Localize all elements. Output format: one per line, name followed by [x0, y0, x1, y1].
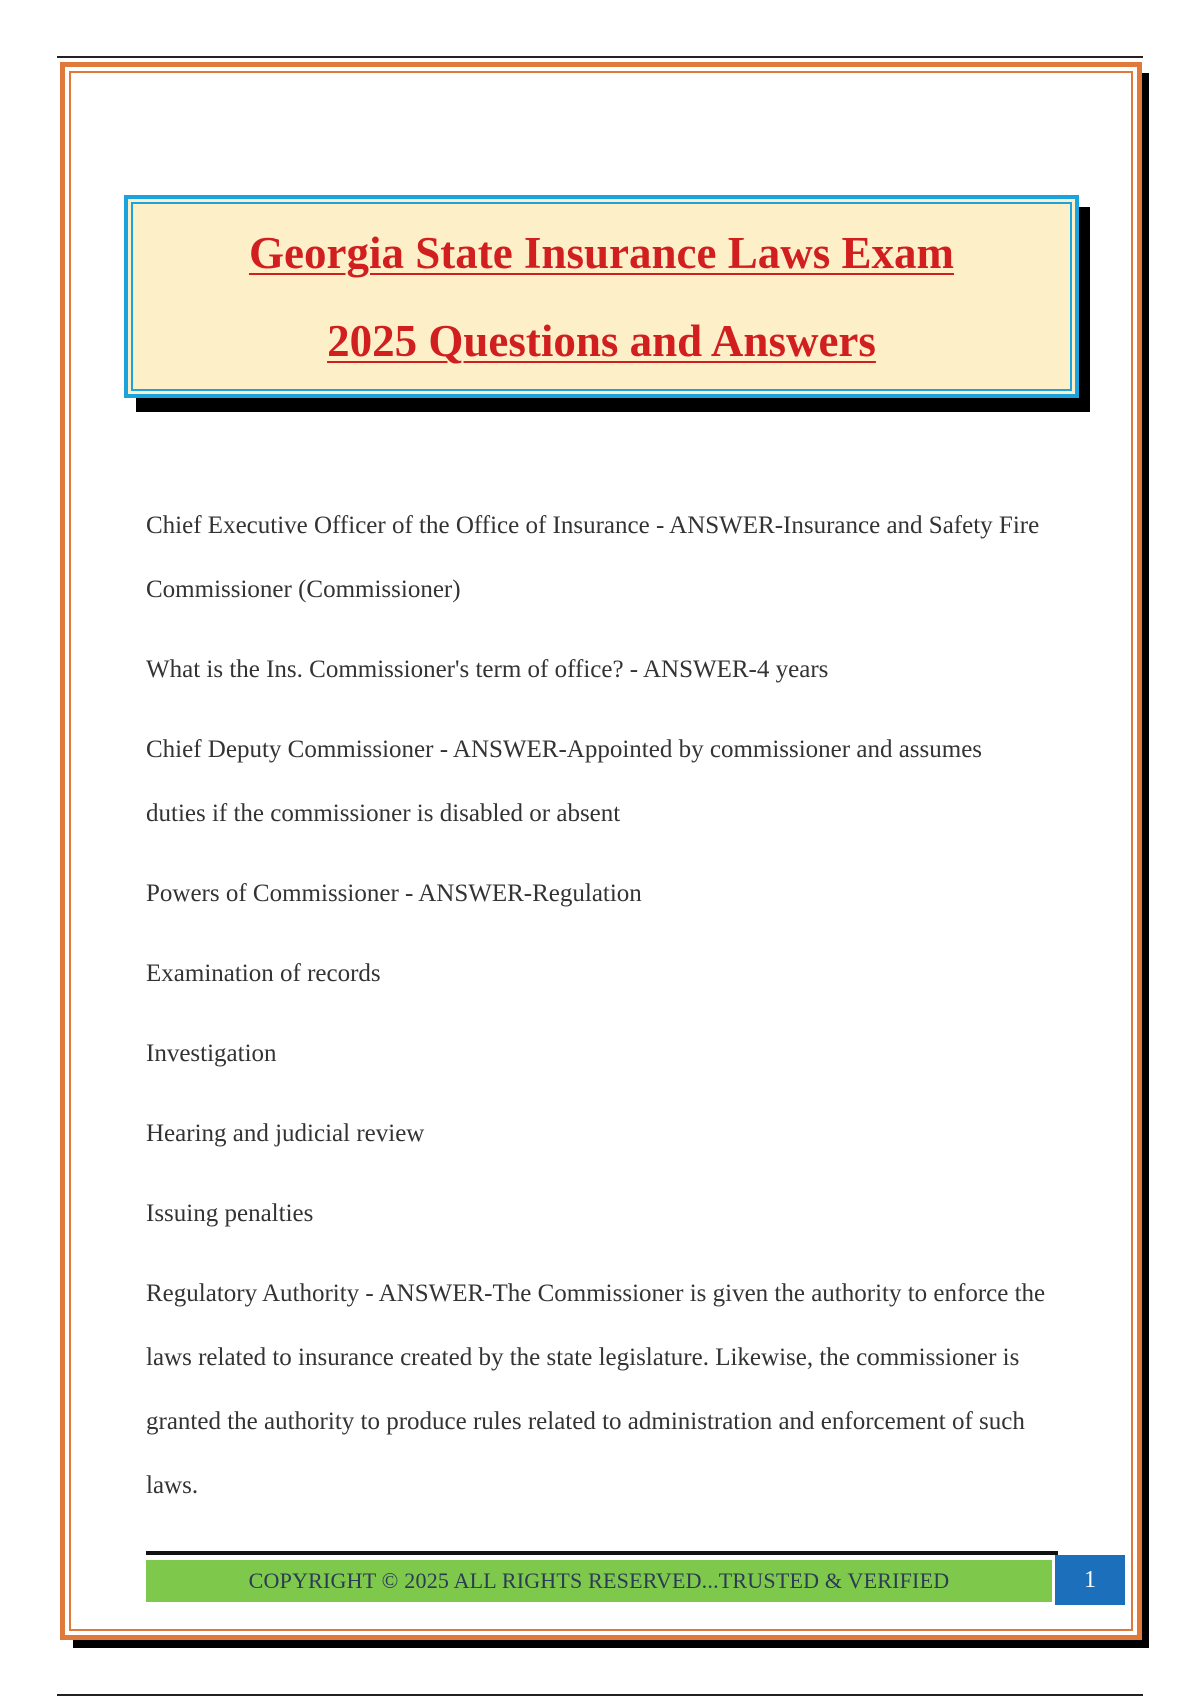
title-box	[124, 195, 1079, 398]
qa-entry: Powers of Commissioner - ANSWER-Regulation	[146, 880, 642, 907]
qa-entry: Chief Executive Officer of the Office of Insurance - ANSWER-Insurance and Safety Fire Commissioner (Commissioner)	[146, 512, 1040, 603]
qa-entry: Issuing penalties	[146, 1200, 314, 1227]
copyright-text: COPYRIGHT © 2025 ALL RIGHTS RESERVED...TRUSTED & VERIFIED	[248, 1568, 950, 1593]
qa-entry: Regulatory Authority - ANSWER-The Commissioner is given the authority to enforce the laws related to insurance created by the state legislature. Likewise, the commissioner is granted the authority to produce rules related to administration and enforcement of such laws.	[146, 1280, 1046, 1499]
page-number: 1	[1084, 1566, 1096, 1593]
qa-entry: Hearing and judicial review	[146, 1120, 425, 1147]
page-number-badge	[1055, 1555, 1125, 1605]
qa-entry: Investigation	[146, 1040, 277, 1067]
top-rule	[57, 56, 1143, 58]
footer-rule	[146, 1551, 1058, 1555]
footer-copyright-bar	[146, 1560, 1052, 1602]
title-line-1: Georgia State Insurance Laws Exam	[249, 227, 954, 278]
qa-entry: Chief Deputy Commissioner - ANSWER-Appointed by commissioner and assumes duties if the commissioner is disabled or absent	[146, 736, 983, 827]
qa-entry: Examination of records	[146, 960, 381, 987]
qa-entry: What is the Ins. Commissioner's term of office? - ANSWER-4 years	[146, 656, 829, 683]
bottom-rule	[57, 1694, 1143, 1696]
qa-content	[146, 494, 1046, 1534]
title-line-2: 2025 Questions and Answers	[327, 315, 876, 366]
